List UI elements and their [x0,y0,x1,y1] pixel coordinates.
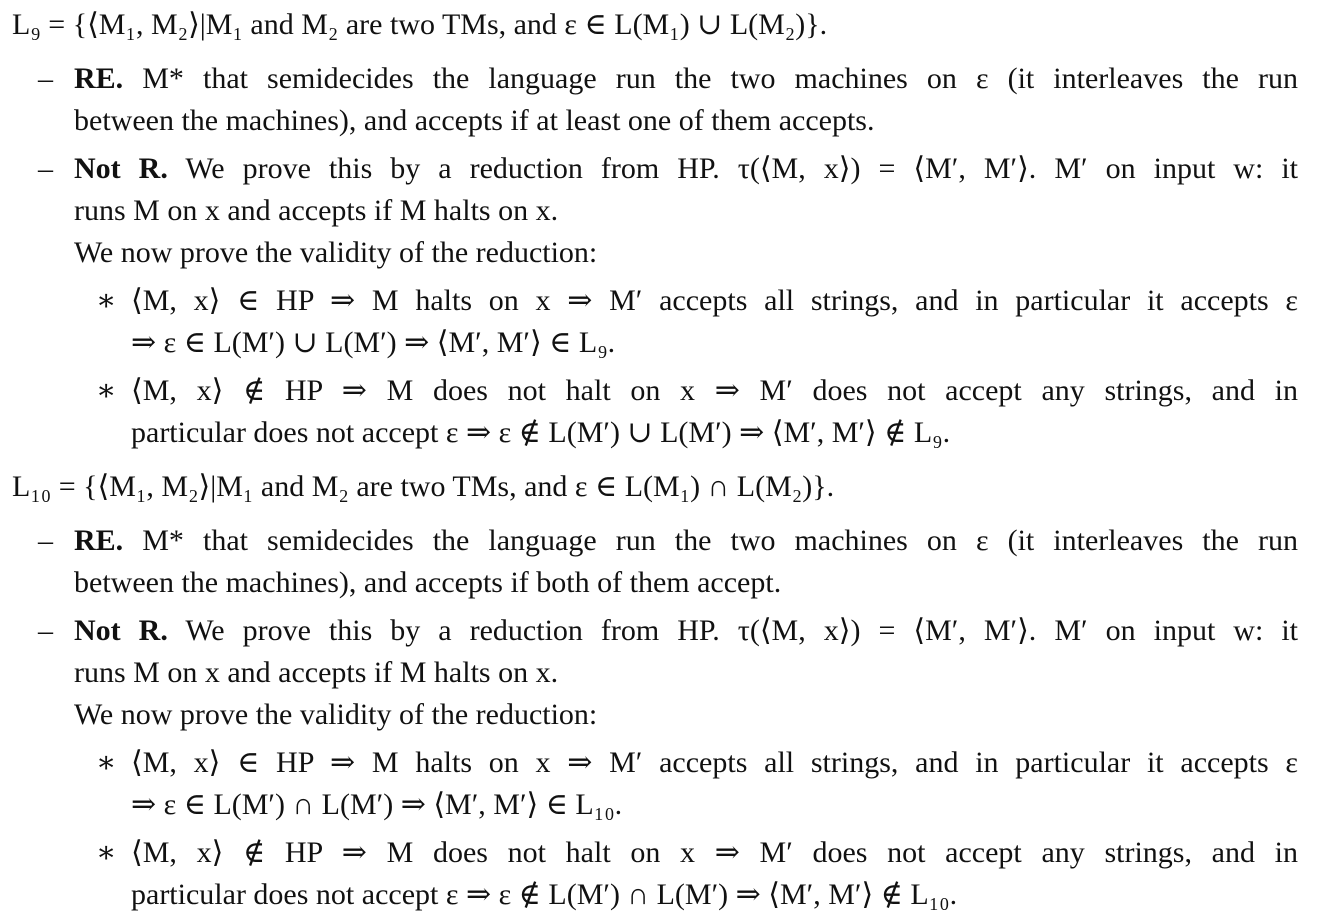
case-line-2: particular does not accept ε ⇒ ε ∉ L(M′) ∪ L(M′) ⇒ ⟨M′, M′⟩ ∉ L₉. [131,416,951,449]
case-2-l9 [0,370,1325,412]
re-item-l10-cont [0,562,1325,604]
not-r-line-2: runs M on x and accepts if M halts on x. [74,194,559,227]
dash-bullet: – [38,524,53,557]
definition-l10 [0,466,1325,508]
not-r-line-1 [74,148,1298,190]
not-r-line-2: runs M on x and accepts if M halts on x. [74,656,559,689]
re-label: RE. [74,524,124,557]
re-text: M* that semidecides the language run the two machines on ε (it interleaves the run [142,62,1298,95]
star-bullet: ∗ [96,746,117,779]
not-r-label: Not R. [74,614,168,647]
re-line-1 [74,58,1298,100]
case-line-1: ⟨M, x⟩ ∈ HP ⇒ M halts on x ⇒ M′ accepts all strings, and in particular it accepts ε [131,746,1298,779]
case-2-l10 [0,832,1325,874]
not-r-line-1 [74,610,1298,652]
definition-text: L₉ = {⟨M₁, M₂⟩|M₁ and M₂ are two TMs, and ε ∈ L(M₁) ∪ L(M₂)}. [12,8,828,41]
case-2-l10-cont [0,874,1325,916]
case-1-l10-cont [0,784,1325,826]
dash-bullet: – [38,62,53,95]
dash-bullet: – [38,152,53,185]
star-bullet: ∗ [96,374,117,407]
definition-text: L₁₀ = {⟨M₁, M₂⟩|M₁ and M₂ are two TMs, and ε ∈ L(M₁) ∩ L(M₂)}. [12,470,835,503]
re-line-2: between the machines), and accepts if both of them accept. [74,566,782,599]
case-line-2: ⇒ ε ∈ L(M′) ∩ L(M′) ⇒ ⟨M′, M′⟩ ∈ L₁₀. [131,788,623,821]
case-line-2: particular does not accept ε ⇒ ε ∉ L(M′) ∩ L(M′) ⇒ ⟨M′, M′⟩ ∉ L₁₀. [131,878,958,911]
case-1-l10 [0,742,1325,784]
case-line-1: ⟨M, x⟩ ∉ HP ⇒ M does not halt on x ⇒ M′ does not accept any strings, and in [131,374,1298,407]
not-r-item-l10 [0,610,1325,652]
case-1-l9-cont [0,322,1325,364]
re-item-l9-cont [0,100,1325,142]
not-r-item-l9 [0,148,1325,190]
case-1-l9 [0,280,1325,322]
re-line-1 [74,520,1298,562]
re-text: M* that semidecides the language run the two machines on ε (it interleaves the run [142,524,1298,557]
star-bullet: ∗ [96,284,117,317]
not-r-line-3: We now prove the validity of the reduction: [74,698,598,731]
re-line-2: between the machines), and accepts if at least one of them accepts. [74,104,875,137]
case-line-1: ⟨M, x⟩ ∉ HP ⇒ M does not halt on x ⇒ M′ does not accept any strings, and in [131,836,1298,869]
dash-bullet: – [38,614,53,647]
not-r-text: We prove this by a reduction from HP. τ(⟨M, x⟩) = ⟨M′, M′⟩. M′ on input w: it [185,614,1298,647]
re-item-l10 [0,520,1325,562]
not-r-label: Not R. [74,152,168,185]
star-bullet: ∗ [96,836,117,869]
case-line-1: ⟨M, x⟩ ∈ HP ⇒ M halts on x ⇒ M′ accepts all strings, and in particular it accepts ε [131,284,1298,317]
case-line-2: ⇒ ε ∈ L(M′) ∪ L(M′) ⇒ ⟨M′, M′⟩ ∈ L₉. [131,326,616,359]
definition-l9 [0,4,1325,46]
re-item-l9 [0,58,1325,100]
not-r-text: We prove this by a reduction from HP. τ(⟨M, x⟩) = ⟨M′, M′⟩. M′ on input w: it [185,152,1298,185]
not-r-item-l10-validity [0,694,1325,736]
not-r-item-l10-cont [0,652,1325,694]
re-label: RE. [74,62,124,95]
not-r-line-3: We now prove the validity of the reduction: [74,236,598,269]
case-2-l9-cont [0,412,1325,454]
not-r-item-l9-validity [0,232,1325,274]
not-r-item-l9-cont [0,190,1325,232]
